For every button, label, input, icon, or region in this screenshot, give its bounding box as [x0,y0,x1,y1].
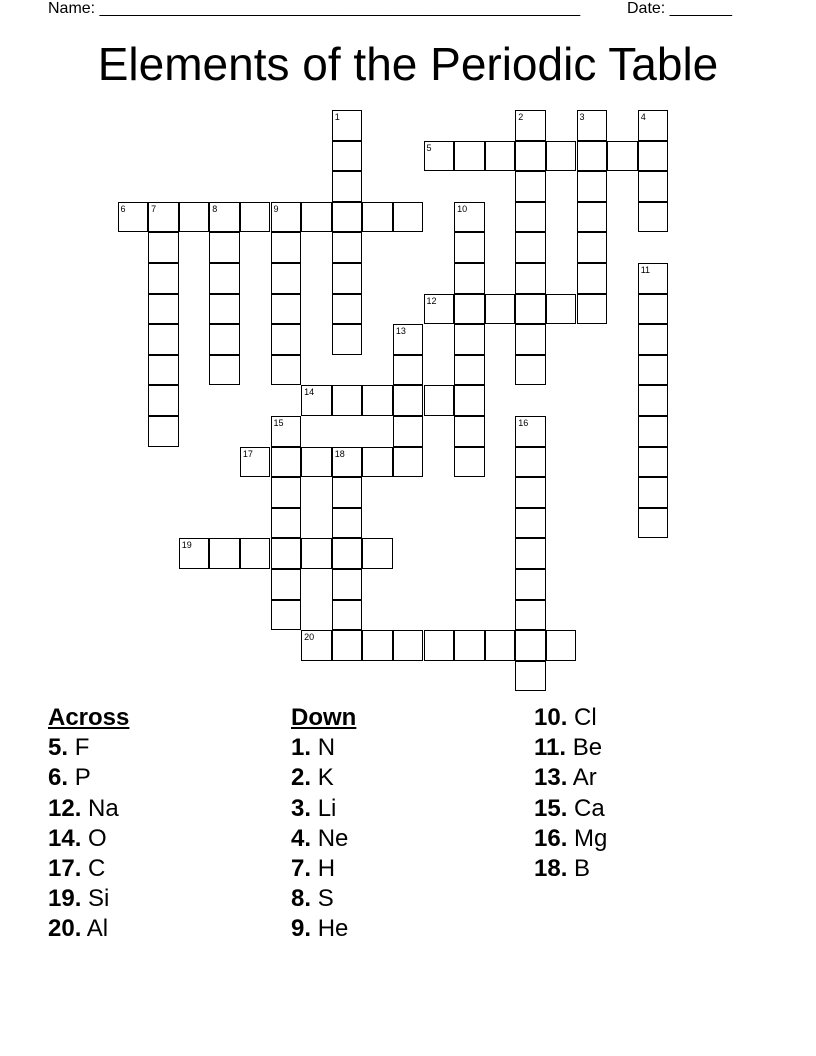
crossword-cell[interactable] [332,569,363,600]
clue-text: S [317,885,334,913]
crossword-cell[interactable] [118,202,149,233]
cell-number: 12 [426,295,437,306]
crossword-cell[interactable] [209,538,240,569]
crossword-cell[interactable] [515,171,546,202]
crossword-cell[interactable] [515,263,546,294]
crossword-cell[interactable] [148,416,179,447]
clue-number: 8. [291,885,312,913]
crossword-cell[interactable] [271,569,302,600]
clue-number: 13. [534,764,568,792]
crossword-cell[interactable] [638,477,669,508]
crossword-cell[interactable] [332,447,363,478]
crossword-cell[interactable] [577,294,608,325]
clue-item [48,733,129,763]
clue-number: 17. [48,855,82,883]
crossword-cell[interactable] [515,355,546,386]
crossword-cell[interactable] [515,324,546,355]
crossword-cell[interactable] [638,294,669,325]
crossword-cell[interactable] [393,416,424,447]
crossword-cell[interactable] [271,600,302,631]
clue-text: Na [88,794,119,822]
crossword-cell[interactable] [515,538,546,569]
crossword-cell[interactable] [638,202,669,233]
clue-number: 16. [534,824,568,852]
crossword-cell[interactable] [454,294,485,325]
crossword-cell[interactable] [577,232,608,263]
crossword-cell[interactable] [638,416,669,447]
crossword-cell[interactable] [393,385,424,416]
clue-item [534,854,607,884]
crossword-cell[interactable] [546,294,577,325]
crossword-cell[interactable] [546,141,577,172]
clue-number: 19. [48,885,82,913]
crossword-cell[interactable] [271,232,302,263]
crossword-cell[interactable] [638,171,669,202]
crossword-cell[interactable] [332,110,363,141]
crossword-cell[interactable] [485,630,516,661]
crossword-cell[interactable] [638,508,669,539]
clue-item [534,763,607,793]
crossword-cell[interactable] [332,508,363,539]
crossword-cell[interactable] [362,630,393,661]
crossword-cell[interactable] [271,477,302,508]
crossword-cell[interactable] [148,202,179,233]
crossword-cell[interactable] [577,263,608,294]
crossword-cell[interactable] [332,294,363,325]
crossword-cell[interactable] [515,600,546,631]
across-heading: Across [48,704,130,731]
crossword-cell[interactable] [332,385,363,416]
across-clues-column [48,703,129,945]
crossword-cell[interactable] [148,294,179,325]
clue-item [291,914,356,944]
clue-item [534,733,607,763]
clue-text: N [317,734,336,762]
crossword-cell[interactable] [148,324,179,355]
crossword-cell[interactable] [240,447,271,478]
clue-text: P [74,764,91,792]
crossword-cell[interactable] [301,202,332,233]
crossword-cell[interactable] [607,141,638,172]
crossword-cell[interactable] [271,538,302,569]
crossword-cell[interactable] [393,355,424,386]
crossword-cell[interactable] [424,630,455,661]
clue-text: Mg [574,824,608,852]
clue-number: 18. [534,855,568,883]
clue-item [534,824,607,854]
crossword-cell[interactable] [515,661,546,692]
cell-number: 13 [395,326,406,337]
clue-number: 10. [534,704,568,731]
crossword-cell[interactable] [577,141,608,172]
cell-number: 20 [304,632,315,643]
cell-number: 15 [273,418,284,428]
clue-item [534,794,607,824]
crossword-cell[interactable] [271,294,302,325]
crossword-cell[interactable] [638,141,669,172]
clue-text: Ar [572,764,597,792]
crossword-cell[interactable] [362,538,393,569]
crossword-cell[interactable] [271,355,302,386]
crossword-cell[interactable] [332,141,363,172]
clue-number: 3. [291,794,312,822]
crossword-cell[interactable] [515,141,546,172]
crossword-cell[interactable] [485,294,516,325]
crossword-cell[interactable] [454,202,485,233]
crossword-cell[interactable] [485,141,516,172]
crossword-cell[interactable] [638,355,669,386]
clue-text: H [317,855,336,883]
clue-item [291,794,356,824]
crossword-cell[interactable] [301,385,332,416]
clue-text: F [74,734,90,762]
clue-text: Li [317,794,337,822]
crossword-cell[interactable] [454,324,485,355]
crossword-cell[interactable] [515,416,546,447]
crossword-cell[interactable] [454,232,485,263]
crossword-cell[interactable] [209,294,240,325]
crossword-cell[interactable] [515,477,546,508]
clue-item [48,884,129,914]
crossword-cell[interactable] [454,355,485,386]
crossword-cell[interactable] [209,202,240,233]
cell-number: 3 [579,112,585,122]
crossword-cell[interactable] [577,171,608,202]
crossword-cell[interactable] [638,324,669,355]
crossword-cell[interactable] [301,630,332,661]
cell-number: 1 [334,112,340,122]
crossword-cell[interactable] [515,447,546,478]
page-title: Elements of the Periodic Table [97,38,719,90]
crossword-cell[interactable] [424,294,455,325]
crossword-cell[interactable] [638,110,669,141]
crossword-cell[interactable] [454,416,485,447]
clue-item [291,824,356,854]
crossword-cell[interactable] [454,263,485,294]
crossword-cell[interactable] [424,385,455,416]
crossword-cell[interactable] [362,385,393,416]
cell-number: 19 [181,540,192,551]
clue-item [48,794,129,824]
clue-text: Cl [574,704,597,731]
crossword-cell[interactable] [148,263,179,294]
crossword-cell[interactable] [515,630,546,661]
crossword-cell[interactable] [393,202,424,233]
crossword-cell[interactable] [546,630,577,661]
crossword-cell[interactable] [271,508,302,539]
cell-number: 9 [273,203,279,214]
crossword-cell[interactable] [301,538,332,569]
clue-number: 1. [291,734,312,762]
crossword-cell[interactable] [393,630,424,661]
cell-number: 8 [212,203,218,214]
crossword-cell[interactable] [148,355,179,386]
crossword-cell[interactable] [638,447,669,478]
clue-item [291,854,356,884]
clue-text: B [574,855,591,883]
date-field-line: Date: _______ [627,0,732,17]
crossword-cell[interactable] [362,202,393,233]
crossword-cell[interactable] [332,477,363,508]
crossword-cell[interactable] [454,141,485,172]
cell-number: 4 [640,112,646,122]
cell-number: 11 [640,265,651,275]
crossword-cell[interactable] [209,263,240,294]
clue-item [48,914,129,944]
cell-number: 18 [334,448,345,459]
crossword-cell[interactable] [271,202,302,233]
crossword-cell[interactable] [240,538,271,569]
clue-text: He [317,915,349,943]
crossword-cell[interactable] [515,110,546,141]
crossword-cell[interactable] [332,202,363,233]
clue-number: 6. [48,764,69,792]
clue-text: Ca [574,794,605,822]
crossword-cell[interactable] [393,447,424,478]
crossword-cell[interactable] [454,447,485,478]
clue-item [291,884,356,914]
crossword-cell[interactable] [209,355,240,386]
crossword-cell[interactable] [209,324,240,355]
clue-text: Ne [317,824,349,852]
name-field-line: Name: ______________________________________________________ [48,0,581,17]
crossword-cell[interactable] [454,385,485,416]
crossword-cell[interactable] [332,630,363,661]
crossword-cell[interactable] [271,416,302,447]
down-clues-column [291,703,356,945]
cell-number: 5 [426,142,432,153]
crossword-cell[interactable] [148,232,179,263]
cell-number: 10 [457,203,468,214]
clue-number: 9. [291,915,312,943]
crossword-cell[interactable] [148,385,179,416]
down-heading: Down [291,704,357,731]
clue-number: 5. [48,734,69,762]
cell-number: 14 [304,387,315,398]
crossword-cell[interactable] [577,202,608,233]
crossword-cell[interactable] [454,630,485,661]
cell-number: 7 [151,203,157,214]
crossword-cell[interactable] [332,324,363,355]
clue-text: O [88,824,107,852]
crossword-cell[interactable] [424,141,455,172]
clue-item [48,824,129,854]
crossword-cell[interactable] [577,110,608,141]
crossword-cell[interactable] [240,202,271,233]
crossword-cell[interactable] [515,232,546,263]
clue-number: 15. [534,794,568,822]
cell-number: 6 [120,203,126,214]
clue-item [48,763,129,793]
crossword-cell[interactable] [179,538,210,569]
crossword-cell[interactable] [271,324,302,355]
clue-number: 14. [48,824,82,852]
clue-number: 7. [291,855,312,883]
crossword-cell[interactable] [393,324,424,355]
crossword-cell[interactable] [271,447,302,478]
crossword-cell[interactable] [515,569,546,600]
crossword-cell[interactable] [301,447,332,478]
crossword-cell[interactable] [179,202,210,233]
clue-number: 20. [48,915,82,943]
clue-number: 2. [291,764,312,792]
down-clues-continued-column [534,703,607,884]
crossword-cell[interactable] [332,232,363,263]
clue-text: Al [86,915,109,943]
crossword-cell[interactable] [332,538,363,569]
crossword-cell[interactable] [332,263,363,294]
clue-item [291,733,356,763]
crossword-cell[interactable] [271,263,302,294]
cell-number: 16 [518,418,529,428]
clue-number: 4. [291,824,312,852]
crossword-cell[interactable] [638,263,669,294]
clue-item [48,854,129,884]
clue-number: 12. [48,794,82,822]
cell-number: 2 [518,112,524,122]
clue-number: 11. [534,734,567,762]
crossword-cell[interactable] [515,508,546,539]
clue-text: C [88,855,106,883]
cell-number: 17 [242,448,253,459]
crossword-cell[interactable] [332,600,363,631]
crossword-cell[interactable] [638,385,669,416]
clue-item [291,763,356,793]
clue-text: Be [572,734,603,762]
clue-text: Si [88,885,110,913]
crossword-cell[interactable] [515,294,546,325]
clue-text: K [317,764,334,792]
crossword-cell[interactable] [515,202,546,233]
crossword-cell[interactable] [332,171,363,202]
clue-item [534,703,607,733]
crossword-cell[interactable] [209,232,240,263]
crossword-cell[interactable] [362,447,393,478]
